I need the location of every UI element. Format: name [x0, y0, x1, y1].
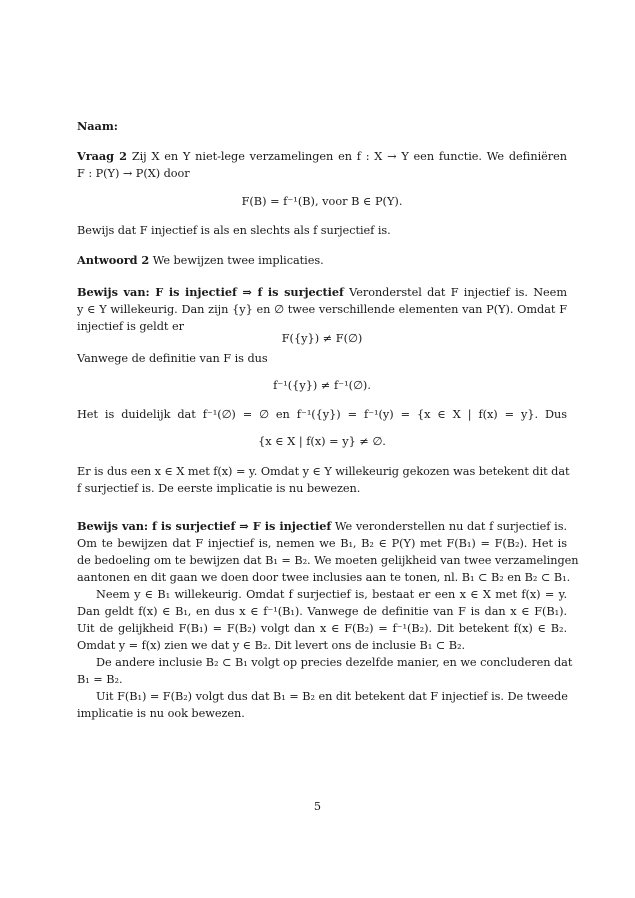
bewijs2-p3-line-2: B₁ = B₂. — [77, 673, 123, 686]
bewijs2-p2-line-3: Uit de gelijkheid F(B₁) = F(B₂) volgt dan x ∈ F(B₂) = f⁻¹(B₂). Dit betekent f(x) ∈ B₂. — [77, 622, 567, 635]
vraag-line-3: Bewijs dat F injectief is als en slechts als f surjectief is. — [77, 224, 391, 237]
bewijs1-text-1: Veronderstel dat F injectief is. Neem — [349, 286, 567, 299]
bewijs1-line-3: injectief is geldt er — [77, 320, 184, 333]
bewijs2-line-3: de bedoeling om te bewijzen dat B₁ = B₂. We moeten gelijkheid van twee verzamelingen — [77, 554, 579, 567]
bewijs2-p4-line-2: implicatie is nu ook bewezen. — [77, 707, 245, 720]
bewijs2-p4-line-1: Uit F(B₁) = F(B₂) volgt dus dat B₁ = B₂ en dit betekent dat F injectief is. De tweede — [96, 690, 568, 703]
bewijs1-line-1 — [77, 284, 567, 301]
bewijs1-line-2: y ∈ Y willekeurig. Dan zijn {y} en ∅ twee verschillende elementen van P(Y). Omdat F — [77, 303, 567, 316]
bewijs2-text-1: We veronderstellen nu dat f surjectief is. — [334, 520, 567, 533]
bewijs2-p2-line-1: Neem y ∈ B₁ willekeurig. Omdat f surjectief is, bestaat er een x ∈ X met f(x) = y. — [96, 588, 567, 601]
bewijs1-formula-2: f⁻¹({y}) ≠ f⁻¹(∅). — [273, 379, 371, 392]
bewijs1-formula-1: F({y}) ≠ F(∅) — [281, 332, 363, 345]
vraag-line-1 — [77, 148, 567, 165]
bewijs1-line-4: Vanwege de definitie van F is dus — [77, 352, 268, 365]
bewijs2-line-2: Om te bewijzen dat F injectief is, nemen we B₁, B₂ ∈ P(Y) met F(B₁) = F(B₂). Het is — [77, 537, 567, 550]
antwoord-line — [77, 252, 567, 269]
vraag-formula: F(B) = f⁻¹(B), voor B ∈ P(Y). — [241, 195, 403, 208]
vraag-text-1: Zij X en Y niet-lege verzamelingen en f : X → Y een functie. We definiëren — [131, 150, 568, 163]
antwoord-text: We bewijzen twee implicaties. — [152, 254, 324, 267]
vraag-line-2: F : P(Y) → P(X) door — [77, 167, 190, 180]
vraag-label: Vraag 2 — [77, 149, 127, 163]
bewijs1-formula-3: {x ∈ X | f(x) = y} ≠ ∅. — [258, 435, 386, 448]
bewijs2-line-1 — [77, 518, 567, 535]
bewijs2-p2-line-2: Dan geldt f(x) ∈ B₁, en dus x ∈ f⁻¹(B₁). Vanwege de definitie van F is dan x ∈ F(B₁). — [77, 605, 567, 618]
bewijs1-line-6: Er is dus een x ∈ X met f(x) = y. Omdat y ∈ Y willekeurig gekozen was betekent dit dat — [77, 465, 570, 478]
bewijs2-p2-line-4: Omdat y = f(x) zien we dat y ∈ B₂. Dit levert ons de inclusie B₁ ⊂ B₂. — [77, 639, 466, 652]
bewijs2-line-4: aantonen en dit gaan we doen door twee inclusies aan te tonen, nl. B₁ ⊂ B₂ en B₂ ⊂ B₁. — [77, 571, 571, 584]
bewijs2-p3-line-1: De andere inclusie B₂ ⊂ B₁ volgt op precies dezelfde manier, en we concluderen dat — [96, 656, 573, 669]
antwoord-label: Antwoord 2 — [77, 253, 150, 267]
bewijs1-heading: Bewijs van: F is injectief ⇒ f is surjectief — [77, 285, 344, 299]
bewijs2-heading: Bewijs van: f is surjectief ⇒ F is injectief — [77, 519, 332, 533]
bewijs1-line-7: f surjectief is. De eerste implicatie is nu bewezen. — [77, 482, 361, 495]
naam-label: Naam: — [77, 119, 118, 133]
page-number: 5 — [313, 800, 322, 813]
bewijs1-line-5: Het is duidelijk dat f⁻¹(∅) = ∅ en f⁻¹({y}) = f⁻¹(y) = {x ∈ X | f(x) = y}. Dus — [77, 408, 567, 421]
